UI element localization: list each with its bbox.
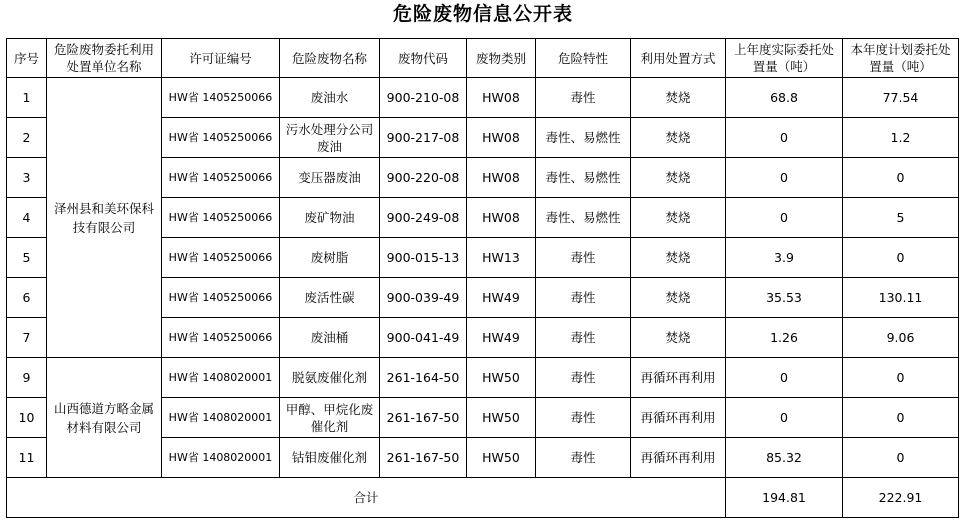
cell-method: 焚烧 — [631, 158, 726, 198]
cell-seq: 1 — [7, 78, 47, 118]
cell-license: HW省 1405250066 — [162, 158, 280, 198]
cell-waste-category: HW08 — [467, 198, 536, 238]
header-unit: 危险废物委托利用处置单位名称 — [47, 39, 162, 78]
cell-waste-name: 废油水 — [280, 78, 380, 118]
cell-waste-name: 废活性碳 — [280, 278, 380, 318]
table-body — [7, 78, 959, 518]
cell-license: HW省 1405250066 — [162, 318, 280, 358]
cell-hazard: 毒性 — [536, 438, 631, 478]
cell-license: HW省 1405250066 — [162, 278, 280, 318]
cell-license: HW省 1405250066 — [162, 238, 280, 278]
cell-method: 再循环再利用 — [631, 398, 726, 438]
cell-waste-name: 变压器废油 — [280, 158, 380, 198]
cell-method: 再循环再利用 — [631, 358, 726, 398]
cell-waste-category: HW50 — [467, 398, 536, 438]
cell-seq: 4 — [7, 198, 47, 238]
cell-this-year: 9.06 — [843, 318, 959, 358]
cell-unit-name: 山西德道方略金属材料有限公司 — [47, 358, 162, 478]
cell-waste-name: 钴钼废催化剂 — [280, 438, 380, 478]
cell-method: 焚烧 — [631, 318, 726, 358]
cell-waste-name: 废矿物油 — [280, 198, 380, 238]
cell-license: HW省 1408020001 — [162, 398, 280, 438]
cell-method: 焚烧 — [631, 118, 726, 158]
cell-waste-name: 废油桶 — [280, 318, 380, 358]
cell-last-year: 85.32 — [726, 438, 843, 478]
cell-waste-code: 900-249-08 — [380, 198, 467, 238]
cell-seq: 3 — [7, 158, 47, 198]
cell-waste-code: 900-041-49 — [380, 318, 467, 358]
cell-last-year: 0 — [726, 358, 843, 398]
cell-waste-code: 900-015-13 — [380, 238, 467, 278]
cell-last-year: 35.53 — [726, 278, 843, 318]
cell-hazard: 毒性、易燃性 — [536, 198, 631, 238]
total-this-year: 222.91 — [843, 478, 959, 518]
cell-waste-code: 261-167-50 — [380, 398, 467, 438]
cell-waste-category: HW49 — [467, 318, 536, 358]
cell-method: 焚烧 — [631, 278, 726, 318]
header-code: 废物代码 — [380, 39, 467, 78]
cell-waste-code: 900-210-08 — [380, 78, 467, 118]
cell-waste-code: 900-217-08 — [380, 118, 467, 158]
cell-waste-name: 甲醇、甲烷化废催化剂 — [280, 398, 380, 438]
total-label: 合计 — [7, 478, 726, 518]
cell-seq: 6 — [7, 278, 47, 318]
cell-last-year: 0 — [726, 158, 843, 198]
header-category: 废物类别 — [467, 39, 536, 78]
cell-waste-name: 脱氨废催化剂 — [280, 358, 380, 398]
cell-method: 焚烧 — [631, 238, 726, 278]
cell-this-year: 130.11 — [843, 278, 959, 318]
header-hazard: 危险特性 — [536, 39, 631, 78]
cell-method: 再循环再利用 — [631, 438, 726, 478]
cell-waste-name: 废树脂 — [280, 238, 380, 278]
cell-last-year: 1.26 — [726, 318, 843, 358]
header-method: 利用处置方式 — [631, 39, 726, 78]
cell-this-year: 0 — [843, 438, 959, 478]
cell-waste-name: 污水处理分公司废油 — [280, 118, 380, 158]
total-row — [7, 478, 959, 518]
cell-last-year: 0 — [726, 198, 843, 238]
cell-waste-category: HW50 — [467, 358, 536, 398]
cell-hazard: 毒性 — [536, 78, 631, 118]
cell-license: HW省 1405250066 — [162, 78, 280, 118]
cell-waste-code: 900-039-49 — [380, 278, 467, 318]
cell-license: HW省 1405250066 — [162, 198, 280, 238]
cell-this-year: 5 — [843, 198, 959, 238]
cell-hazard: 毒性 — [536, 398, 631, 438]
header-row — [7, 39, 959, 78]
cell-last-year: 68.8 — [726, 78, 843, 118]
cell-hazard: 毒性 — [536, 358, 631, 398]
cell-seq: 9 — [7, 358, 47, 398]
cell-unit-name: 泽州县和美环保科技有限公司 — [47, 78, 162, 358]
cell-license: HW省 1408020001 — [162, 438, 280, 478]
cell-waste-code: 900-220-08 — [380, 158, 467, 198]
cell-waste-category: HW08 — [467, 158, 536, 198]
table-row — [7, 358, 959, 398]
cell-hazard: 毒性、易燃性 — [536, 158, 631, 198]
cell-waste-code: 261-164-50 — [380, 358, 467, 398]
cell-waste-category: HW50 — [467, 438, 536, 478]
cell-hazard: 毒性 — [536, 238, 631, 278]
cell-last-year: 0 — [726, 118, 843, 158]
hazardous-waste-table — [6, 38, 959, 518]
cell-seq: 7 — [7, 318, 47, 358]
cell-seq: 10 — [7, 398, 47, 438]
cell-license: HW省 1405250066 — [162, 118, 280, 158]
cell-this-year: 0 — [843, 158, 959, 198]
cell-this-year: 1.2 — [843, 118, 959, 158]
cell-hazard: 毒性 — [536, 278, 631, 318]
cell-this-year: 0 — [843, 398, 959, 438]
cell-last-year: 3.9 — [726, 238, 843, 278]
header-this-year: 本年度计划委托处置量（吨） — [843, 39, 959, 78]
cell-this-year: 77.54 — [843, 78, 959, 118]
cell-seq: 5 — [7, 238, 47, 278]
cell-waste-category: HW49 — [467, 278, 536, 318]
header-name: 危险废物名称 — [280, 39, 380, 78]
cell-method: 焚烧 — [631, 78, 726, 118]
cell-waste-category: HW13 — [467, 238, 536, 278]
cell-hazard: 毒性、易燃性 — [536, 118, 631, 158]
cell-this-year: 0 — [843, 238, 959, 278]
total-last-year: 194.81 — [726, 478, 843, 518]
cell-last-year: 0 — [726, 398, 843, 438]
cell-waste-category: HW08 — [467, 78, 536, 118]
cell-this-year: 0 — [843, 358, 959, 398]
header-seq: 序号 — [7, 39, 47, 78]
cell-method: 焚烧 — [631, 198, 726, 238]
cell-hazard: 毒性 — [536, 318, 631, 358]
page-title: 危险废物信息公开表 — [392, 3, 573, 25]
cell-license: HW省 1408020001 — [162, 358, 280, 398]
cell-seq: 11 — [7, 438, 47, 478]
cell-seq: 2 — [7, 118, 47, 158]
cell-waste-category: HW08 — [467, 118, 536, 158]
cell-waste-code: 261-167-50 — [380, 438, 467, 478]
header-license: 许可证编号 — [162, 39, 280, 78]
header-last-year: 上年度实际委托处置量（吨） — [726, 39, 843, 78]
table-row — [7, 78, 959, 118]
